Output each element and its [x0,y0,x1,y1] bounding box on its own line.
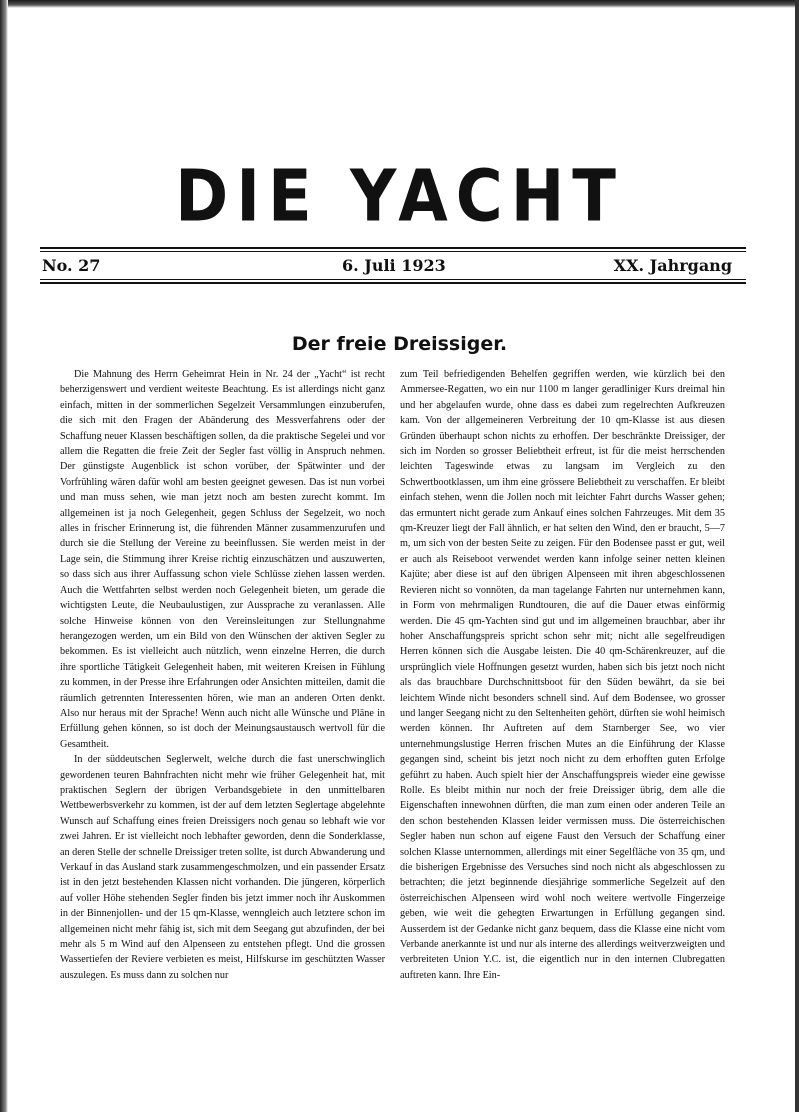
article-paragraph: zum Teil befriedigenden Behelfen gegriffen werden, wie kürzlich bei den Ammersee-Regatten, wo ein nur 1100 m langer geradliniger Kurs dreimal hin und her abgelaufen wurde, ohne dass es dabei zum regelrechten Aufkreuzen kam. Von der allgemeineren Verbreitung der 10 qm-Klasse ist aus diesen Gründen überhaupt schon nichts zu erhoffen. Der beschränkte Dreissiger, der sich im Norden so grosser Beliebtheit erfreut, ist für die meist herrschenden leichten Tageswinde etwas zu langsam im Vergleich zu den Schwertbootklassen, um ihm eine grössere Beliebtheit zu verschaffen. Er bleibt einfach stehen, wenn die Jollen noch mit leichter Fahrt durchs Wasser gehen; das ermuntert nicht gerade zum Ankauf eines solchen Fahrzeuges. Mit dem 35 qm-Kreuzer liegt der Fall ähnlich, er hat selten den Wind, den er braucht, 5—7 m, um sich von der besten Seite zu zeigen. Für den Bodensee passt er gut, weil er auch als Reiseboot verwendet werden kann infolge seiner netten kleinen Kajüte; aber diese ist auf den übrigen Alpenseen mit ihren abgeschlossenen Revieren nicht so vonnöten, da man tagelange Fahrten nur unternehmen kann, in Form von mehrmaligen Rundtouren, die auf die Dauer etwas einförmig werden. Die 45 qm-Yachten sind gut und im allgemeinen brauchbar, aber ihr hoher Anschaffungspreis spricht schon sehr mit; nicht alle segelfreudigen Herren können sich die Ausgabe leisten. Die 40 qm-Schärenkreuzer, auf die ursprünglich viele Hoffnungen gesetzt wurden, haben sich bis jetzt noch nicht als das brauchbare Durchschnittsboot für den Süden bewährt, da sie bei leichtem Winde nicht besonders schnell sind. Auf dem Bodensee, wo grosser und langer Seegang nicht zu den Seltenheiten gehört, dürften sie wohl heimisch werden können. Ihr Auftreten auf dem Starnberger See, wo vier unternehmungslustige Herren frischen Mutes an die Einführung der Klasse gegangen sind, scheint bis jetzt noch nicht zu dem erhofften guten Erfolge geführt zu haben. Auch spielt hier der Anschaffungspreis wieder eine gewisse Rolle. Es bleibt mithin nur noch der freie Dreissiger übrig, dem alle die Eigenschaften innewohnen dürften, die man zum einen oder anderen Teile an den schon bestehenden Klassen leider vermissen muss. Die österreichischen Segler haben nun schon auf eigene Faust den Versuch der Schaffung einer solchen Klasse unternommen, allerdings mit einer Segelfläche von 35 qm, und die bisherigen Ergebnisse des Versuches sind noch nicht als abgeschlossen zu betrachten; die jetzt beginnende diesjährige sommerliche Segelzeit auf den österreichischen Alpenseen wird wohl noch weitere wertvolle Fingerzeige geben, wie weit die gehegten Erwartungen in Erfüllung gegangen sind. Ausserdem ist der Gedanke nicht ganz bequem, dass die Klasse eine nicht vom Verbande anerkannte ist und nur als interne des allerdings weitverzweigten und verbreiteten Union Y.C. ist, die eigentlich nur in den internen Clubregatten auftreten kann. Ihre Ein- [400,369,725,981]
article-paragraph: In der süddeutschen Seglerwelt, welche durch die fast unerschwinglich gewordenen teuren Bahnfrachten nicht mehr wie früher Gelegenheit hat, mit praktischen Seglern der übrigen Verbandsgebiete in den unmittelbaren Wettbewerbsverkehr zu kommen, ist der auf dem letzten Seglertage abgelehnte Wunsch auf Schaffung eines freien Dreissigers noch genau so lebhaft wie vor zwei Jahren. Er ist vielleicht noch lebhafter geworden, denn die Sonderklasse, an deren Stelle der schnelle Dreissiger treten sollte, ist durch Abwanderung und Verkauf in das Ausland stark zusammengeschmolzen, und ein passender Ersatz ist in den jetzt bestehenden Klassen nicht vorhanden. Die jüngeren, körperlich auf voller Höhe stehenden Segler finden bis jetzt immer noch ihr Auskommen in der Binnenjollen- und der 15 qm-Klasse, wenngleich auch letztere schon im allgemeinen nicht mehr fähig ist, sich mit dem Seegang gut abzufinden, der bei mehr als 5 m Wind auf den Alpenseen zu entstehen pflegt. Und die grossen Wassertiefen der Reviere verbieten es meist, Hilfskurse im geschützten Wasser auszulegen. Es muss dann zu solchen nur [60,754,385,981]
header-rule-top-thin [40,251,746,252]
article-column-left [60,367,385,983]
issue-number: No. 27 [42,256,101,275]
scan-edge-top [0,0,799,8]
issue-date: 6. Juli 1923 [342,256,446,275]
article-title: Der freie Dreissiger. [291,333,508,355]
article-paragraph: Die Mahnung des Herrn Geheimrat Hein in Nr. 24 der „Yacht“ ist recht beherzigenswert und verdient weiteste Beachtung. Es ist allerdings nicht ganz einfach, mitten in der sommerlichen Segelzeit Versammlungen einzuberufen, die sich mit den Fragen der Abänderung des Messverfahrens oder der Schaffung neuer Klassen beschäftigen sollen, da die praktische Segelei und vor allem die Regatten die freie Zeit der Segler fast völlig in Anspruch nehmen. Der günstigste Augenblick ist schon vorüber, der Spätwinter und der Vorfrühling wären dafür wohl am besten geeignet gewesen. Das ist nun vorbei und man muss sehen, wie man jetzt noch am besten zurecht kommt. Im allgemeinen ist ja noch Gelegenheit, gegen Schluss der Segelzeit, wo noch alles in frischer Erinnerung ist, die führenden Männer zusammenzurufen und durch sie die Stellung der Vereine zu beeinflussen. Sie werden meist in der Lage sein, die Stimmung ihrer Kreise richtig einzuschätzen und auszuwerten, so dass sich aus ihrer Auffassung schon viele Schlüsse ziehen lassen werden. Auch die Wettfahrten selbst werden noch Gelegenheit bieten, um gerade die wichtigsten Leute, die Neubaulustigen, zur Aussprache zu veranlassen. Alle solche Hinweise können von den Vereinsleitungen zur Stellungnahme herangezogen werden, um ein Bild von den Wünschen der aktiven Segler zu bekommen. Es ist vielleicht auch nützlich, wenn einzelne Herren, die durch ihre sportliche Tätigkeit Gelegenheit haben, mit weiteren Kreisen in Fühlung zu kommen, in der Presse ihre Erfahrungen oder Ansichten mitteilen, damit die räumlich getrennten Interessenten hören, wie man an anderen Orten denkt. Also nur heraus mit der Sprache! Wenn auch nicht alle Wünsche und Pläne in Erfüllung gehen können, so ist doch der Meinungsaustausch wertvoll für die Gesamtheit. [60,369,385,750]
masthead-title: DIE YACHT [175,155,624,239]
issue-volume: XX. Jahrgang [613,256,732,275]
header-rule-top [40,247,746,249]
article-column-right [400,367,725,983]
issue-bar [42,255,732,277]
header-rule-bottom [40,282,746,284]
header-rule-bottom-thin [40,279,746,280]
